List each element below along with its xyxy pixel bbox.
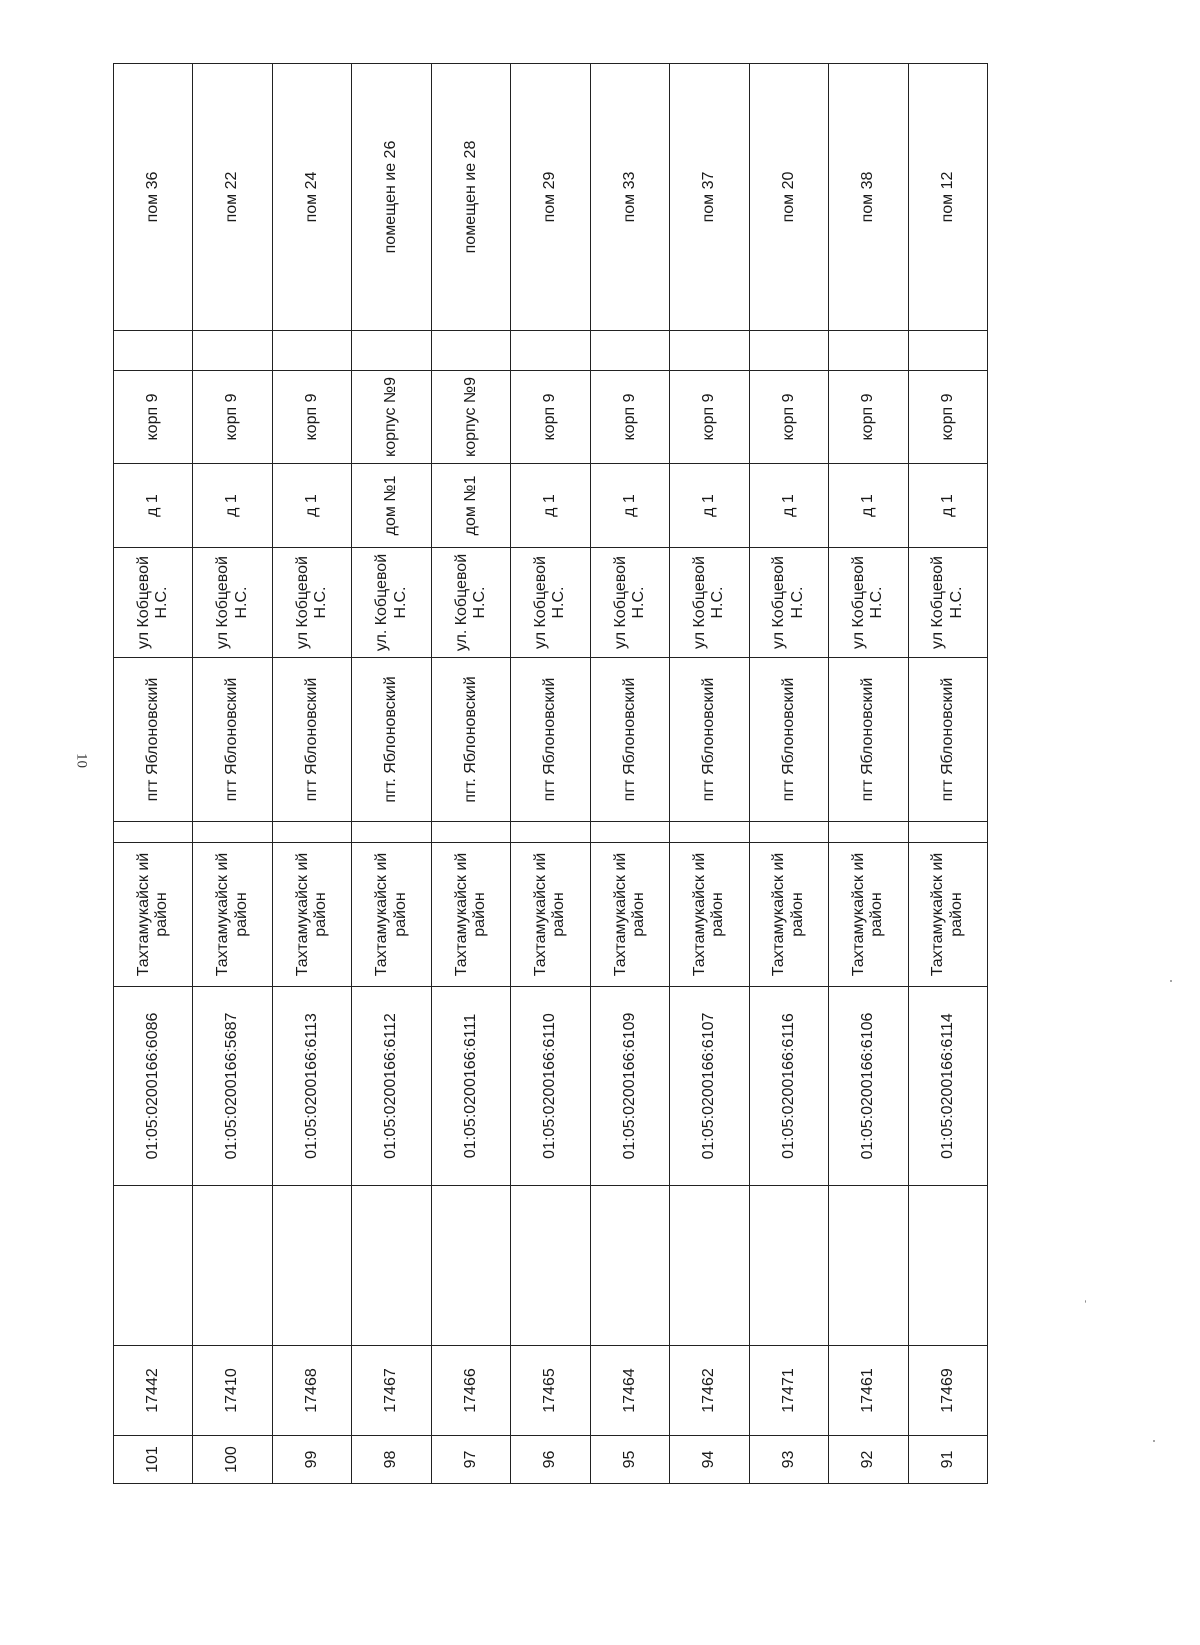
cell-settlement: пгт Яблоновский (749, 658, 828, 822)
table-row (590, 64, 669, 1484)
table-row (272, 64, 351, 1484)
cell-building: корп 9 (829, 371, 908, 464)
cell-blank2 (749, 822, 828, 843)
cell-n: 92 (829, 1436, 908, 1484)
cell-settlement: пгт Яблоновский (829, 658, 908, 822)
cell-street: ул Кобцевой Н.С. (908, 548, 987, 658)
cell-blank2 (114, 822, 193, 843)
scan-speck (1153, 1440, 1155, 1442)
cell-blank3 (590, 331, 669, 371)
table-row (670, 64, 749, 1484)
cell-street: ул Кобцевой Н.С. (670, 548, 749, 658)
cell-blank3 (431, 331, 510, 371)
cell-building: корпус №9 (431, 371, 510, 464)
cell-blank3 (511, 331, 590, 371)
cell-cadastral: 01:05:0200166:6106 (829, 987, 908, 1186)
cell-blank (114, 1186, 193, 1346)
cell-code: 17410 (193, 1346, 272, 1436)
cell-n: 95 (590, 1436, 669, 1484)
cell-blank (749, 1186, 828, 1346)
cell-blank2 (431, 822, 510, 843)
cell-code: 17461 (829, 1346, 908, 1436)
cell-house: д 1 (114, 464, 193, 548)
cell-n: 96 (511, 1436, 590, 1484)
cell-premises: пом 38 (829, 64, 908, 331)
cell-street: ул. Кобцевой Н.С. (431, 548, 510, 658)
cell-cadastral: 01:05:0200166:6109 (590, 987, 669, 1186)
table-row (352, 64, 431, 1484)
cell-premises: пом 37 (670, 64, 749, 331)
cell-house: д 1 (829, 464, 908, 548)
cell-street: ул Кобцевой Н.С. (511, 548, 590, 658)
cell-district: Тахтамукайск ий район (829, 843, 908, 987)
cell-district: Тахтамукайск ий район (749, 843, 828, 987)
cell-premises: пом 12 (908, 64, 987, 331)
cell-district: Тахтамукайск ий район (431, 843, 510, 987)
cell-code: 17464 (590, 1346, 669, 1436)
table-row (829, 64, 908, 1484)
cell-house: д 1 (590, 464, 669, 548)
cell-district: Тахтамукайск ий район (352, 843, 431, 987)
table-row (749, 64, 828, 1484)
cell-building: корп 9 (114, 371, 193, 464)
cell-n: 93 (749, 1436, 828, 1484)
cell-street: ул Кобцевой Н.С. (193, 548, 272, 658)
cell-settlement: пгт. Яблоновский (431, 658, 510, 822)
cell-house: д 1 (670, 464, 749, 548)
cell-blank (829, 1186, 908, 1346)
cell-cadastral: 01:05:0200166:6114 (908, 987, 987, 1186)
cell-district: Тахтамукайск ий район (272, 843, 351, 987)
cell-n: 99 (272, 1436, 351, 1484)
cell-district: Тахтамукайск ий район (908, 843, 987, 987)
cell-street: ул Кобцевой Н.С. (272, 548, 351, 658)
cell-settlement: пгт Яблоновский (590, 658, 669, 822)
table-row (908, 64, 987, 1484)
cell-district: Тахтамукайск ий район (114, 843, 193, 987)
cell-blank3 (829, 331, 908, 371)
cell-blank2 (352, 822, 431, 843)
cell-house: д 1 (749, 464, 828, 548)
cell-cadastral: 01:05:0200166:6112 (352, 987, 431, 1186)
cell-blank2 (511, 822, 590, 843)
rotated-table-container (113, 64, 988, 1484)
cell-code: 17468 (272, 1346, 351, 1436)
cell-blank2 (590, 822, 669, 843)
cell-premises: помещен ие 26 (352, 64, 431, 331)
cell-premises: пом 33 (590, 64, 669, 331)
cell-blank3 (193, 331, 272, 371)
cell-premises: пом 22 (193, 64, 272, 331)
cell-blank (511, 1186, 590, 1346)
cell-blank (908, 1186, 987, 1346)
cell-premises: пом 36 (114, 64, 193, 331)
cell-street: ул Кобцевой Н.С. (829, 548, 908, 658)
cell-district: Тахтамукайск ий район (670, 843, 749, 987)
cell-building: корп 9 (670, 371, 749, 464)
cell-blank3 (272, 331, 351, 371)
cell-settlement: пгт Яблоновский (114, 658, 193, 822)
cell-n: 100 (193, 1436, 272, 1484)
cell-settlement: пгт. Яблоновский (352, 658, 431, 822)
cell-street: ул. Кобцевой Н.С. (352, 548, 431, 658)
cell-street: ул Кобцевой Н.С. (749, 548, 828, 658)
cell-blank (352, 1186, 431, 1346)
cell-code: 17469 (908, 1346, 987, 1436)
cell-district: Тахтамукайск ий район (193, 843, 272, 987)
cell-n: 101 (114, 1436, 193, 1484)
table-row (511, 64, 590, 1484)
cell-cadastral: 01:05:0200166:6110 (511, 987, 590, 1186)
cell-settlement: пгт Яблоновский (511, 658, 590, 822)
cell-blank (670, 1186, 749, 1346)
cell-code: 17465 (511, 1346, 590, 1436)
cell-blank (431, 1186, 510, 1346)
cell-settlement: пгт Яблоновский (272, 658, 351, 822)
cell-premises: пом 29 (511, 64, 590, 331)
cell-building: корп 9 (272, 371, 351, 464)
cell-blank (590, 1186, 669, 1346)
cell-settlement: пгт Яблоновский (908, 658, 987, 822)
cell-building: корп 9 (193, 371, 272, 464)
cell-blank2 (272, 822, 351, 843)
cell-building: корп 9 (511, 371, 590, 464)
table-body (114, 64, 988, 1484)
table-row (193, 64, 272, 1484)
cell-cadastral: 01:05:0200166:6107 (670, 987, 749, 1186)
cell-house: д 1 (193, 464, 272, 548)
cell-building: корп 9 (590, 371, 669, 464)
cell-code: 17466 (431, 1346, 510, 1436)
cell-n: 97 (431, 1436, 510, 1484)
cell-blank2 (193, 822, 272, 843)
page-number: 10 (73, 753, 90, 768)
cell-street: ул Кобцевой Н.С. (114, 548, 193, 658)
cell-blank3 (670, 331, 749, 371)
cell-cadastral: 01:05:0200166:6111 (431, 987, 510, 1186)
cell-premises: пом 24 (272, 64, 351, 331)
cell-blank3 (908, 331, 987, 371)
cell-district: Тахтамукайск ий район (590, 843, 669, 987)
cell-building: корп 9 (908, 371, 987, 464)
cell-cadastral: 01:05:0200166:6086 (114, 987, 193, 1186)
cell-blank3 (749, 331, 828, 371)
cell-cadastral: 01:05:0200166:5687 (193, 987, 272, 1186)
cell-n: 98 (352, 1436, 431, 1484)
cell-house: дом №1 (431, 464, 510, 548)
cell-street: ул Кобцевой Н.С. (590, 548, 669, 658)
cell-code: 17442 (114, 1346, 193, 1436)
cell-blank2 (829, 822, 908, 843)
cell-house: дом №1 (352, 464, 431, 548)
cell-district: Тахтамукайск ий район (511, 843, 590, 987)
scan-speck (1170, 980, 1172, 982)
property-table (113, 63, 988, 1484)
cell-n: 94 (670, 1436, 749, 1484)
scan-speck (1085, 1300, 1086, 1303)
table-row (114, 64, 193, 1484)
table-row (431, 64, 510, 1484)
cell-settlement: пгт Яблоновский (193, 658, 272, 822)
cell-house: д 1 (272, 464, 351, 548)
cell-code: 17467 (352, 1346, 431, 1436)
cell-blank3 (114, 331, 193, 371)
cell-cadastral: 01:05:0200166:6113 (272, 987, 351, 1186)
cell-blank (193, 1186, 272, 1346)
cell-code: 17462 (670, 1346, 749, 1436)
cell-house: д 1 (908, 464, 987, 548)
cell-blank3 (352, 331, 431, 371)
cell-building: корп 9 (749, 371, 828, 464)
cell-blank2 (670, 822, 749, 843)
cell-cadastral: 01:05:0200166:6116 (749, 987, 828, 1186)
cell-premises: пом 20 (749, 64, 828, 331)
cell-blank (272, 1186, 351, 1346)
cell-premises: помещен ие 28 (431, 64, 510, 331)
cell-settlement: пгт Яблоновский (670, 658, 749, 822)
cell-code: 17471 (749, 1346, 828, 1436)
cell-n: 91 (908, 1436, 987, 1484)
cell-house: д 1 (511, 464, 590, 548)
cell-blank2 (908, 822, 987, 843)
cell-building: корпус №9 (352, 371, 431, 464)
